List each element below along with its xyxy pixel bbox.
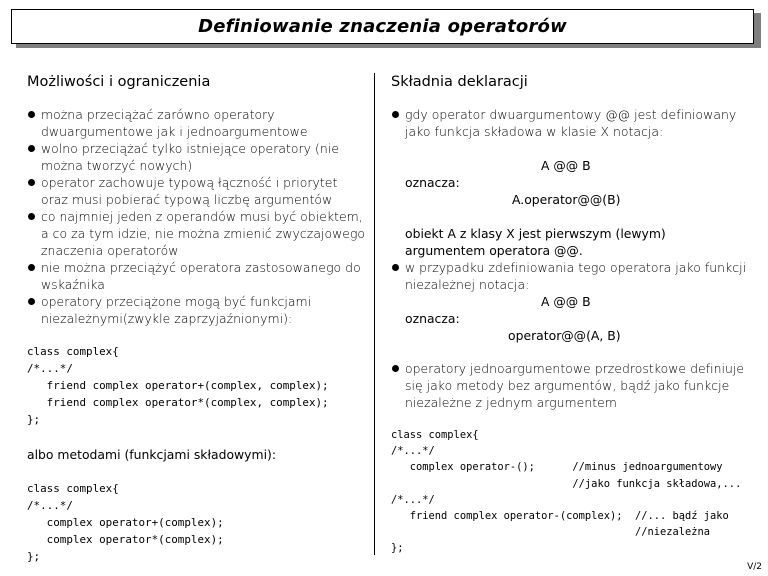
code-line: /*...*/ (391, 493, 435, 506)
oznacza-label: oznacza: (405, 175, 460, 190)
code-line: /*...*/ (27, 362, 73, 375)
code-line: //jako funkcja składowa,... (391, 477, 742, 490)
code-line: /*...*/ (391, 445, 435, 458)
expression: A @@ B (541, 294, 591, 309)
bullet-icon (392, 365, 399, 372)
list-item: co najmniej jeden z operandów musi być obiektem, a co za tym idzie, nie można zmienić zwyczajowego znaczenia operatorów (27, 208, 367, 259)
code-block-methods (27, 480, 367, 565)
code-line: friend complex operator+(complex, complex); (27, 379, 329, 392)
bullet-icon (392, 264, 399, 271)
bullet-icon (28, 264, 35, 271)
page-number: V/2 (747, 562, 762, 572)
bullet-icon (28, 298, 35, 305)
right-heading: Składnia deklaracji (391, 74, 528, 90)
code-line: }; (27, 550, 41, 563)
title-box (11, 9, 754, 44)
list-item: operatory jednoargumentowe przedrostkowe definiuje się jako metody bez argumentów, bądź jako funkcje niezależne z jednym argumentem (391, 360, 751, 411)
list-item: wolno przeciążać tylko istniejące operatory (nie można tworzyć nowych) (27, 140, 367, 174)
bullet-icon (28, 179, 35, 186)
code-line: class complex{ (391, 429, 479, 441)
list-item: nie można przeciążyć operatora zastosowanego do wskaźnika (27, 259, 367, 293)
list-item: operator zachowuje typową łączność i priorytet oraz musi pobierać typową liczbę argumentów (27, 174, 367, 208)
list-item: operatory przeciążone mogą być funkcjami niezależnymi(zwykle zaprzyjaźnionymi): (27, 293, 367, 327)
expression: A @@ B (541, 158, 591, 173)
page-title: Definiowanie znaczenia operatorów (198, 16, 567, 37)
column-divider (374, 73, 375, 555)
list-item: można przeciążać zarówno operatory dwuargumentowe jak i jednoargumentowe (27, 106, 367, 140)
code-line: class complex{ (27, 345, 119, 358)
expression-result: operator@@(A, B) (508, 328, 621, 343)
left-column (27, 73, 367, 565)
code-line: complex operator+(complex); (27, 516, 224, 529)
bullet-icon (28, 213, 35, 220)
code-block-unary (391, 427, 751, 557)
right-bullet-list-1 (391, 106, 751, 140)
bullet-icon (392, 111, 399, 118)
bullet-icon (28, 111, 35, 118)
list-item: w przypadku zdefiniowania tego operatora jako funkcji niezależnej notacja: (391, 259, 751, 293)
right-bullet-list-2 (391, 259, 751, 293)
code-line: friend complex operator-(complex); //... bądź jako (391, 510, 729, 523)
bullet-icon (28, 145, 35, 152)
code-line: complex operator*(complex); (27, 533, 224, 546)
note-text: obiekt A z klasy X jest pierwszym (lewym) argumentem operatora @@. (405, 226, 666, 258)
code-block-friend (27, 343, 367, 428)
expression-result: A.operator@@(B) (512, 192, 621, 207)
methods-text: albo metodami (funkcjami składowymi): (27, 447, 277, 462)
code-line: }; (391, 542, 404, 555)
list-item: gdy operator dwuargumentowy @@ jest definiowany jako funkcja składowa w klasie X notacja: (391, 106, 751, 140)
code-line: //niezależna (391, 526, 711, 539)
left-bullet-list (27, 106, 367, 327)
code-line: complex operator-(); //minus jednoargumentowy (391, 461, 723, 474)
code-line: friend complex operator*(complex, complex); (27, 396, 329, 409)
left-heading: Możliwości i ograniczenia (27, 74, 211, 90)
code-line: }; (27, 413, 41, 426)
code-line: class complex{ (27, 482, 119, 495)
code-line: /*...*/ (27, 499, 73, 512)
right-bullet-list-3 (391, 360, 751, 411)
right-column (391, 73, 751, 557)
oznacza-label: oznacza: (405, 311, 460, 326)
